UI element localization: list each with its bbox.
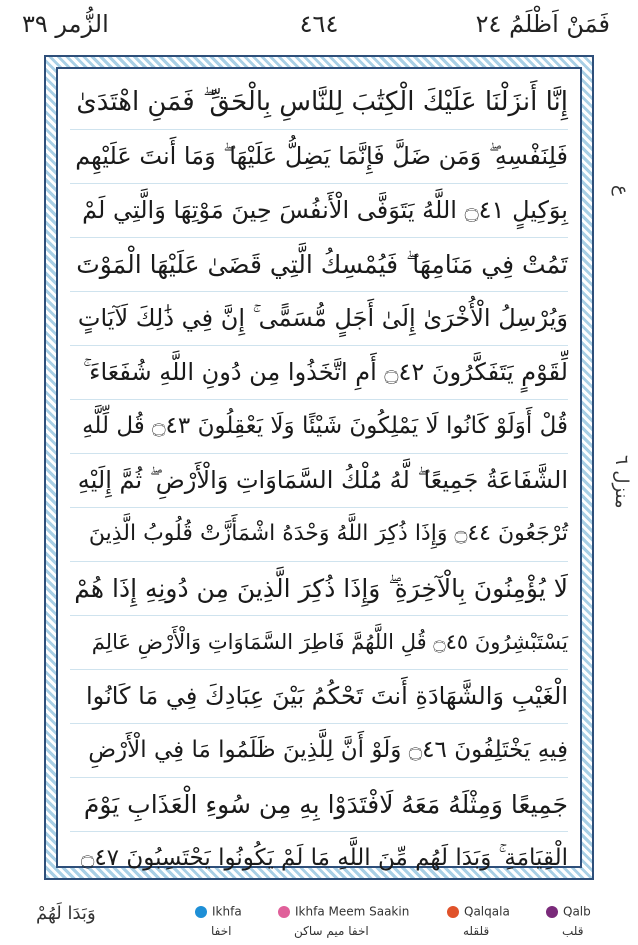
juz-title: فَمَنْ اَظْلَمُ ٢٤	[475, 10, 610, 38]
text-line: لَا يُؤْمِنُونَ بِالْآخِرَةِ ۖ وَإِذَا ذُكِرَ الَّذِينَ مِن دُونِهِ إِذَا هُمْ	[70, 561, 568, 616]
legend-qalqala: Qalqala قلقله	[447, 901, 510, 938]
ikhfa-color-dot	[195, 906, 207, 918]
text-line: الْغَيْبِ وَالشَّهَادَةِ أَنتَ تَحْكُمُ بَيْنَ عِبَادِكَ فِي مَا كَانُوا	[70, 669, 568, 724]
qalb-color-dot	[546, 906, 558, 918]
legend-ikhfa: Ikhfa اخفا	[195, 901, 242, 938]
legend-ikhfa-meem-saakin: Ikhfa Meem Saakin اخفا ميم ساكن	[278, 901, 409, 938]
text-line: الْقِيَامَةِ ۚ وَبَدَا لَهُم مِّنَ اللَّهِ مَا لَمْ يَكُونُوا يَحْتَسِبُونَ ۝٤٧	[80, 844, 568, 871]
quran-text-area	[56, 67, 582, 871]
text-line: تُرْجَعُونَ ۝٤٤ وَإِذَا ذُكِرَ اللَّهُ وَحْدَهُ اشْمَأَزَّتْ قُلُوبُ الَّذِينَ	[70, 507, 568, 562]
page-number: ٤٦٤	[299, 10, 339, 38]
text-line: يَسْتَبْشِرُونَ ۝٤٥ قُلِ اللَّهُمَّ فَاطِرَ السَّمَاوَاتِ وَالْأَرْضِ عَالِمَ	[70, 615, 568, 670]
catchword: وَبَدَا لَهُمْ	[36, 903, 96, 924]
text-line: لِّقَوْمٍ يَتَفَكَّرُونَ ۝٤٢ أَمِ اتَّخَذُوا مِن دُونِ اللَّهِ شُفَعَاءَ ۚ	[70, 345, 568, 400]
ikhfa-meem-color-dot	[278, 906, 290, 918]
ornamental-border	[44, 55, 594, 880]
text-line: بِوَكِيلٍ ۝٤١ اللَّهُ يَتَوَفَّى الْأَنفُسَ حِينَ مَوْتِهَا وَالَّتِي لَمْ	[70, 183, 568, 238]
manzil-marker: منزل ٦	[611, 455, 632, 509]
page-footer	[0, 895, 638, 945]
text-line: فِيهِ يَخْتَلِفُونَ ۝٤٦ وَلَوْ أَنَّ لِلَّذِينَ ظَلَمُوا مَا فِي الْأَرْضِ	[70, 723, 568, 778]
qalqala-color-dot	[447, 906, 459, 918]
page-header	[0, 0, 638, 50]
text-line: قُلْ أَوَلَوْ كَانُوا لَا يَمْلِكُونَ شَيْئًا وَلَا يَعْقِلُونَ ۝٤٣ قُل لِّلَّهِ	[70, 399, 568, 454]
legend-qalb: Qalb قلب	[546, 901, 591, 938]
surah-title: الزُّمر ٣٩	[22, 10, 109, 38]
text-line: الشَّفَاعَةُ جَمِيعًا ۖ لَّهُ مُلْكُ السَّمَاوَاتِ وَالْأَرْضِ ۖ ثُمَّ إِلَيْهِ	[70, 453, 568, 508]
text-line: وَيُرْسِلُ الْأُخْرَىٰ إِلَىٰ أَجَلٍ مُّسَمًّى ۚ إِنَّ فِي ذَٰلِكَ لَآيَاتٍ	[70, 291, 568, 346]
ruku-marker: ع	[611, 185, 632, 196]
text-line: تَمُتْ فِي مَنَامِهَا ۖ فَيُمْسِكُ الَّتِي قَضَىٰ عَلَيْهَا الْمَوْتَ	[70, 237, 568, 292]
text-line: جَمِيعًا وَمِثْلَهُ مَعَهُ لَافْتَدَوْا بِهِ مِن سُوءِ الْعَذَابِ يَوْمَ	[70, 777, 568, 832]
text-line: فَلِنَفْسِهِ ۖ وَمَن ضَلَّ فَإِنَّمَا يَضِلُّ عَلَيْهَا ۖ وَمَا أَنتَ عَلَيْهِم	[70, 129, 568, 184]
text-line: إِنَّا أَنزَلْنَا عَلَيْكَ الْكِتَٰبَ لِلنَّاسِ بِالْحَقِّ ۖ فَمَنِ اهْتَدَىٰ	[70, 75, 568, 130]
